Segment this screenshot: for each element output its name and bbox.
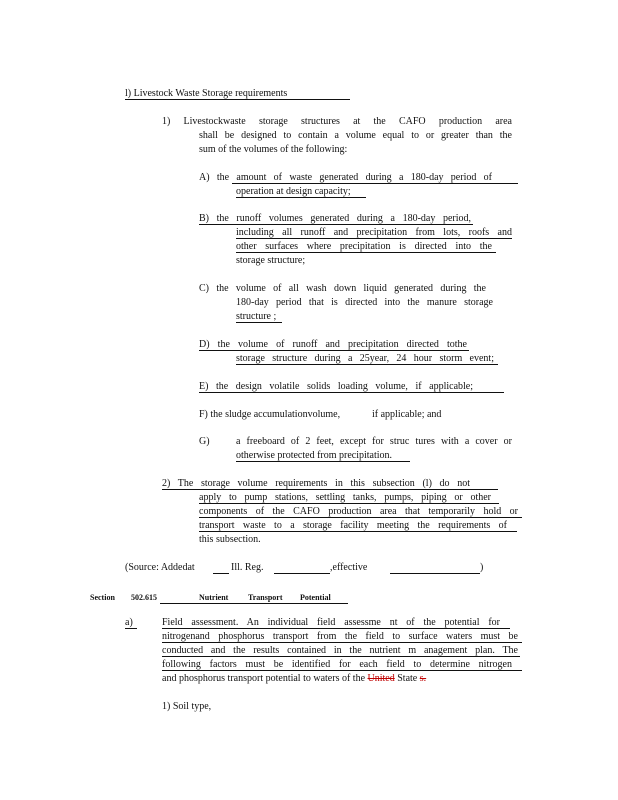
item-2-line-4: transport waste to a storage facility meeting the requirements of [199, 520, 507, 531]
sub-c-line-2: 180-day period that is directed into the manure storage [236, 297, 493, 308]
item-2-line-1: 2) The storage volume requirements in this subsection (l) do not [162, 478, 470, 489]
source-close: ) [480, 562, 484, 573]
item-2-line-5: this subsection. [199, 534, 261, 545]
para-a-underline-1 [162, 628, 510, 629]
struck-suffix: s. [419, 673, 427, 684]
source-blank-3 [390, 573, 480, 574]
para-a-line-5: and phosphorus transport potential to waters of the United State s. [162, 673, 427, 684]
para-a-line-2: nitrogenand phosphorus transport from the field to surface waters must be [162, 631, 518, 642]
sub-b-underline-1 [199, 224, 473, 225]
sub-g-line-1: a freeboard of 2 feet, except for struc tures with a cover or [236, 436, 512, 447]
sub-d-underline-2 [236, 364, 498, 365]
para-a-line-1: Field assessment. An individual field assessme nt of the potential for [162, 617, 500, 628]
sub-c-line-3: structure ; [236, 311, 277, 322]
section-title-2: Transport [248, 593, 283, 602]
sub-g-underline [236, 461, 410, 462]
para-a-underline-3 [162, 656, 520, 657]
sub-f: F) the sludge accumulationvolume, [199, 409, 341, 420]
sub-a-line-1: A) the amount of waste generated during a 180-day period of [199, 172, 492, 183]
item-2-line-3: components of the CAFO production area that temporarily hold or [199, 506, 518, 517]
item-2-underline-2 [199, 503, 499, 504]
item-1-line-2: shall be designed to contain a volume equal to or greater than the [199, 130, 512, 141]
sub-b-line-2: including all runoff and precipitation from lots, roofs and [236, 227, 512, 238]
source-blank-1 [213, 573, 229, 574]
sub-a-underline-2 [236, 197, 366, 198]
para-a-line-4: following factors must be identified for each field to determine nitrogen [162, 659, 512, 670]
sub-c-underline [236, 322, 282, 323]
sub-a-underline-1 [232, 183, 518, 184]
source-label: (Source: Addedat [125, 562, 195, 573]
item-2-underline-4 [199, 531, 517, 532]
sub-d-line-2: storage structure during a 25year, 24 hour storm event; [236, 353, 494, 364]
sub-b-underline-2 [236, 238, 512, 239]
sub-c-line-1: C) the volume of all wash down liquid generated during the [199, 283, 486, 294]
section-label: Section [90, 593, 115, 602]
sub-b-underline-3 [236, 252, 496, 253]
sub-g-line-2: otherwise protected from precipitation. [236, 450, 393, 461]
source-mid: Ill. Reg. [231, 562, 264, 573]
sub-e: E) the design volatile solids loading volume, if applicable; [199, 381, 473, 392]
subsection-heading: l) Livestock Waste Storage requirements [125, 88, 288, 99]
source-blank-2 [274, 573, 330, 574]
section-title-1: Nutrient [199, 593, 229, 602]
para-a-underline-4 [162, 670, 522, 671]
sub-f-tail: if applicable; and [372, 409, 442, 420]
item-1-line-1: 1) Livestockwaste storage structures at the CAFO production area [162, 116, 512, 127]
item-2-underline-1 [162, 489, 498, 490]
item-1-line-3: sum of the volumes of the following: [199, 144, 348, 155]
sub-e-underline [199, 392, 504, 393]
sub-b-line-3: other surfaces where precipitation is directed into the [236, 241, 492, 252]
section-number: 502.615 [131, 593, 157, 602]
struck-text: United [367, 673, 395, 684]
item-2-line-2: apply to pump stations, settling tanks, pumps, piping or other [199, 492, 491, 503]
sub-b-line-1: B) the runoff volumes generated during a 180-day period, [199, 213, 471, 224]
item-2-underline-3 [199, 517, 522, 518]
para-a-line-3: conducted and the results contained in the nutrient m anagement plan. The [162, 645, 518, 656]
source-effective: ,effective [330, 562, 368, 573]
para-a-marker-underline [125, 628, 137, 629]
sub-d-line-1: D) the volume of runoff and precipitation directed tothe [199, 339, 467, 350]
para-a-marker: a) [125, 617, 133, 628]
sub-g-label: G) [199, 436, 210, 447]
section-underline [160, 603, 348, 604]
sub-b-line-4: storage structure; [236, 255, 306, 266]
sub-d-underline-1 [199, 350, 469, 351]
section-title-3: Potential [300, 593, 331, 602]
soil-type-item: 1) Soil type, [162, 701, 212, 712]
sub-a-line-2: operation at design capacity; [236, 186, 351, 197]
heading-underline [125, 99, 350, 100]
para-a-underline-2 [162, 642, 522, 643]
